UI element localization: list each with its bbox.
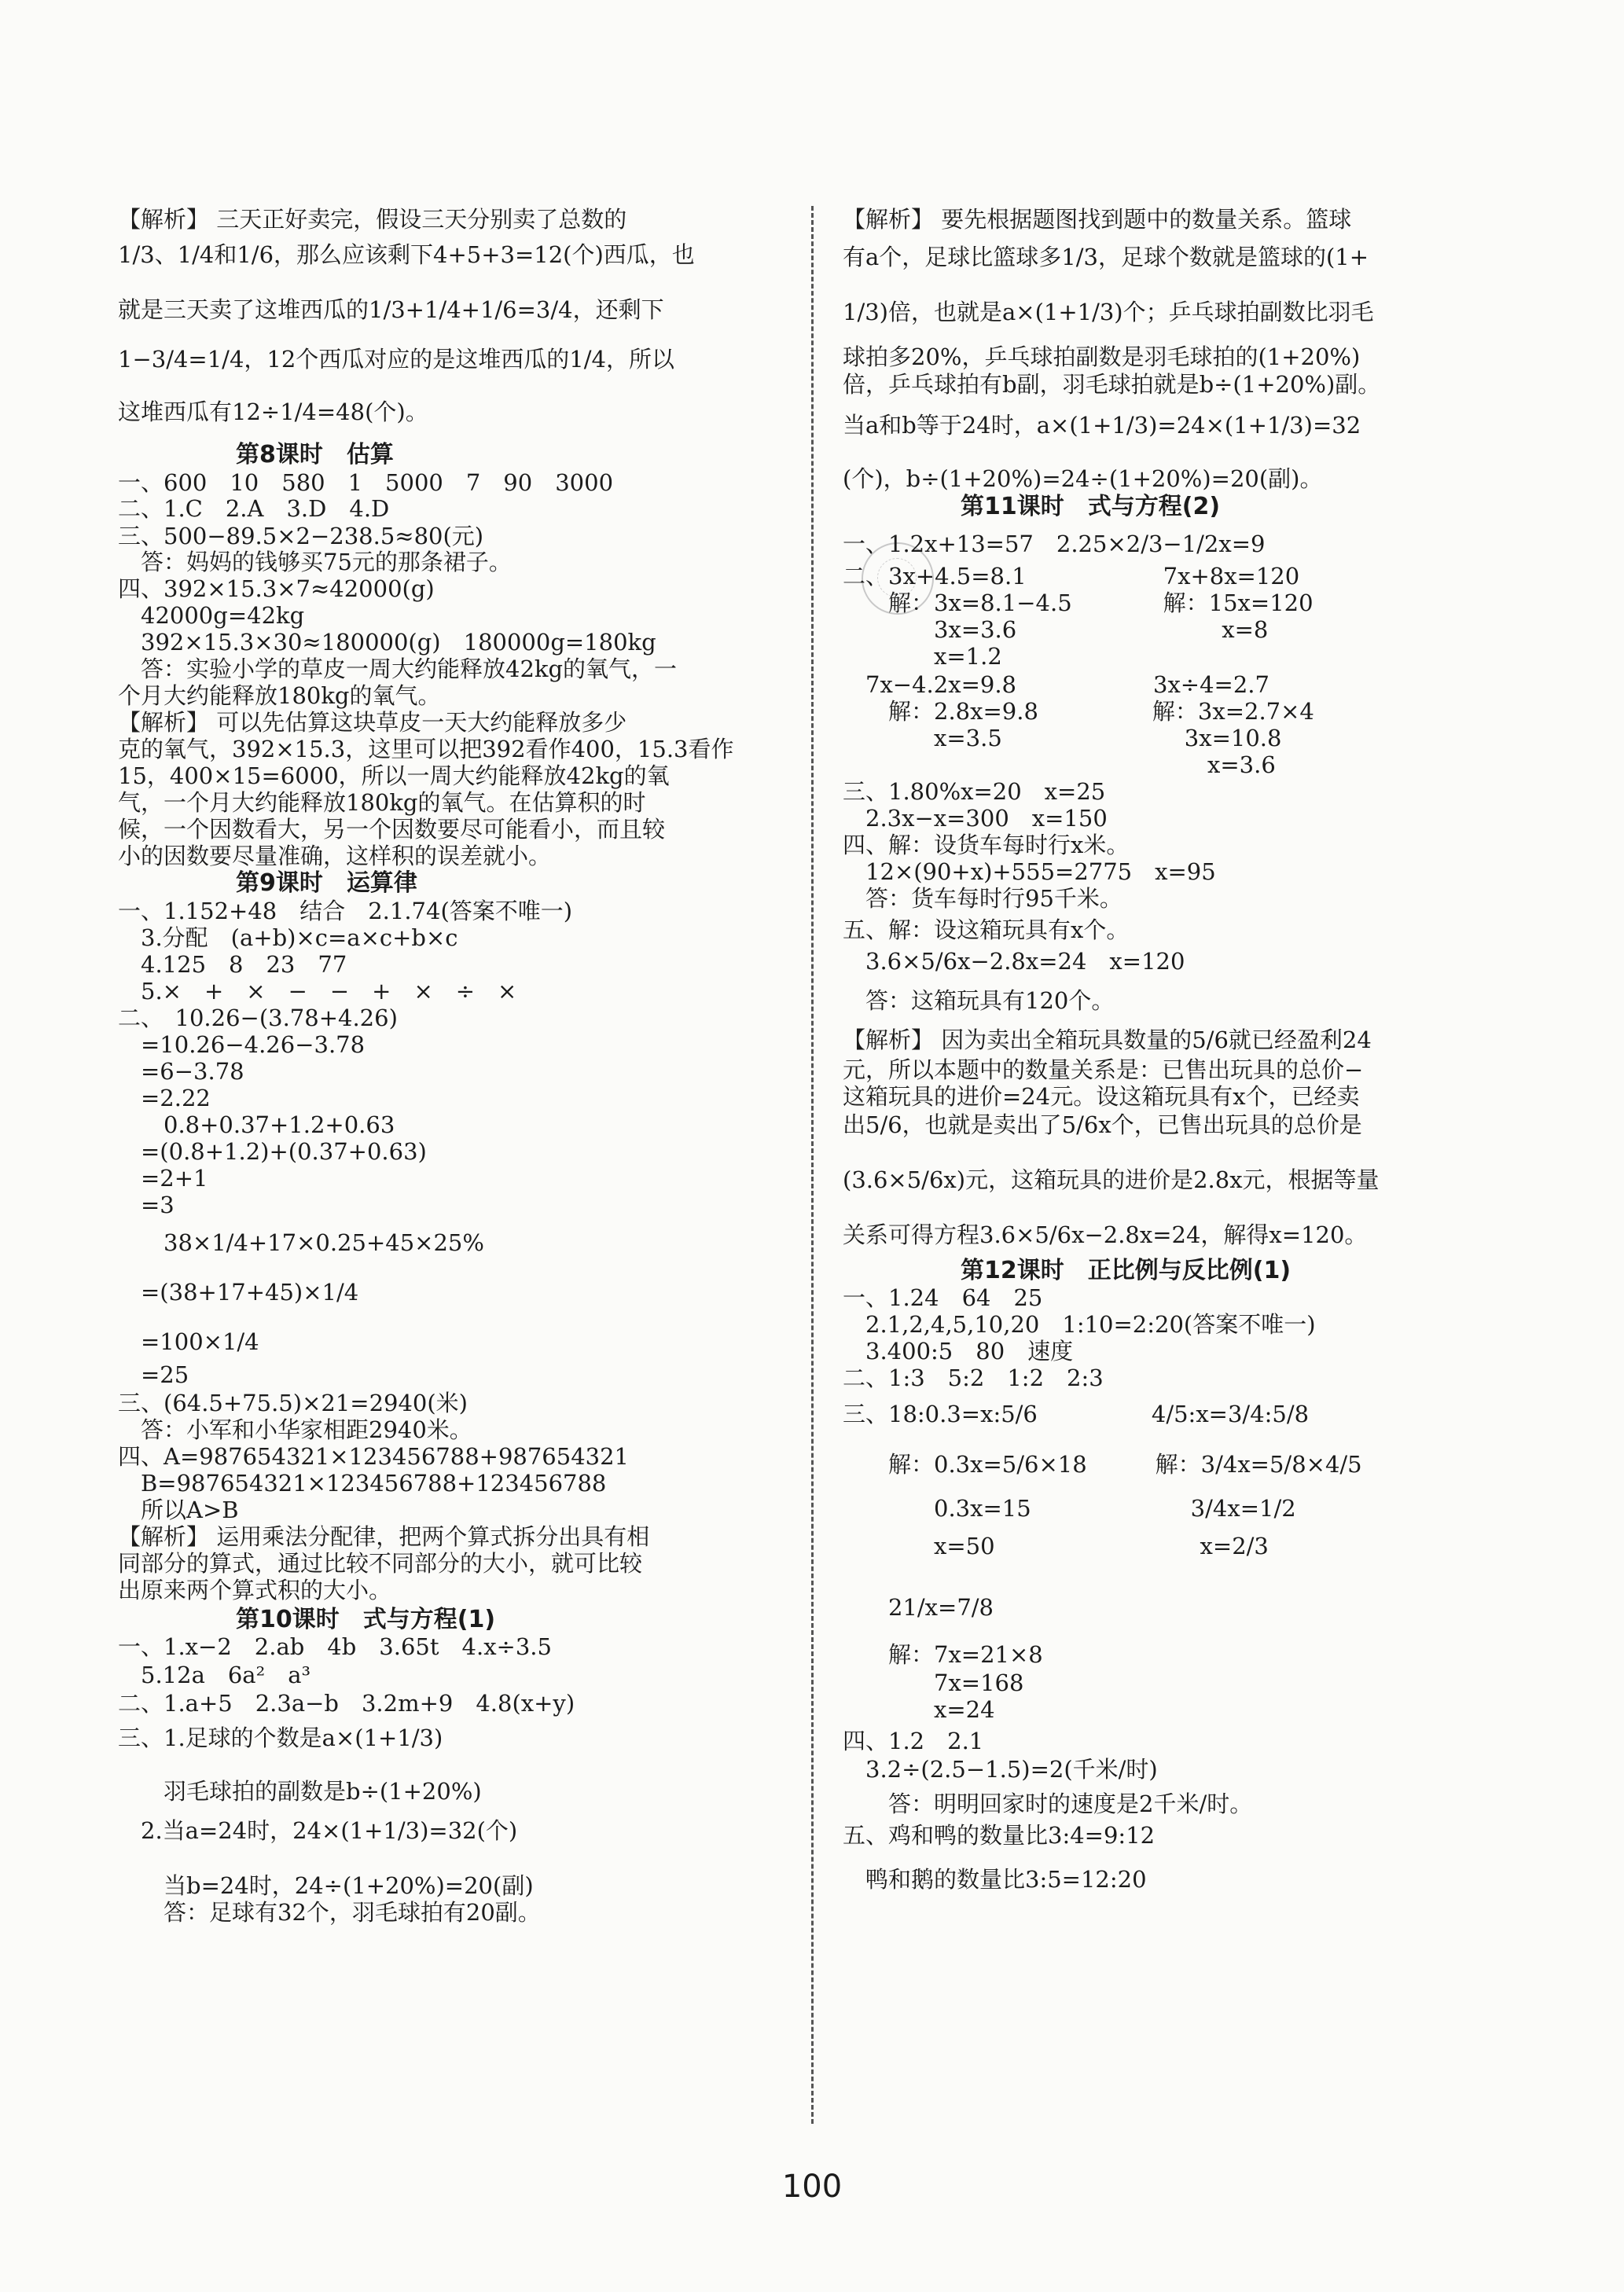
- text-line: 小的因数要尽量准确，这样积的误差就小。: [118, 843, 552, 869]
- text-line: 解：0.3x=5/6×18 解：3/4x=5/8×4/5: [843, 1451, 1362, 1478]
- page-number: 100: [781, 2169, 843, 2205]
- text-line: 答：小军和小华家相距2940米。: [118, 1416, 472, 1443]
- text-line: 0.8+0.37+1.2+0.63: [118, 1111, 395, 1138]
- text-line: 38×1/4+17×0.25+45×25%: [118, 1229, 484, 1256]
- text-line: =6−3.78: [118, 1058, 244, 1085]
- text-line: 四、解：设货车每时行x米。: [843, 832, 1130, 858]
- text-line: 二、1.a+5 2.3a−b 3.2m+9 4.8(x+y): [118, 1690, 575, 1717]
- text-line: 5.12a 6a² a³: [118, 1662, 311, 1688]
- section-heading: 第12课时 正比例与反比例(1): [961, 1257, 1291, 1284]
- text-line: x=3.6: [843, 751, 1276, 778]
- text-line: 有a个，足球比篮球多1/3，足球个数就是篮球的(1+: [843, 244, 1369, 270]
- text-line: 一、1.152+48 结合 2.1.74(答案不唯一): [118, 898, 573, 924]
- text-line: 42000g=42kg: [118, 602, 305, 629]
- text-line: x=1.2: [843, 643, 1002, 670]
- text-line: 三、(64.5+75.5)×21=2940(米): [118, 1390, 468, 1416]
- text-line: =2.22: [118, 1085, 211, 1111]
- text-line: 3.400:5 80 速度: [843, 1338, 1074, 1365]
- text-line: 当b=24时，24÷(1+20%)=20(副): [118, 1872, 534, 1899]
- text-line: 一、1.24 64 25: [843, 1284, 1043, 1311]
- text-line: 15，400×15=6000，所以一周大约能释放42kg的氧: [118, 762, 670, 789]
- text-line: 二、3x+4.5=8.1 7x+8x=120: [843, 563, 1300, 590]
- text-line: 解：2.8x=9.8 解：3x=2.7×4: [843, 698, 1314, 725]
- text-line: 2.3x−x=300 x=150: [843, 805, 1108, 832]
- text-line: 7x−4.2x=9.8 3x÷4=2.7: [843, 671, 1269, 698]
- analysis-line: 【解析】 运用乘法分配律，把两个算式拆分出具有相: [118, 1523, 650, 1550]
- text-line: 7x=168: [843, 1669, 1024, 1696]
- text-line: 这堆西瓜有12÷1/4=48(个)。: [118, 399, 428, 425]
- text-line: 同部分的算式，通过比较不同部分的大小，就可比较: [118, 1550, 643, 1577]
- text-line: =10.26−4.26−3.78: [118, 1031, 366, 1058]
- text-line: =2+1: [118, 1165, 208, 1192]
- text-line: B=987654321×123456788+123456788: [118, 1470, 607, 1497]
- text-line: 元，所以本题中的数量关系是：已售出玩具的总价−: [843, 1056, 1364, 1083]
- text-line: 答：足球有32个，羽毛球拍有20副。: [118, 1899, 541, 1926]
- text-line: 五、鸡和鸭的数量比3:4=9:12: [843, 1822, 1156, 1849]
- text-line: =(0.8+1.2)+(0.37+0.63): [118, 1138, 427, 1165]
- text-line: 四、A=987654321×123456788+987654321: [118, 1443, 630, 1470]
- text-line: 答：妈妈的钱够买75元的那条裙子。: [118, 549, 512, 575]
- text-line: 答：实验小学的草皮一周大约能释放42kg的氧气，一: [118, 656, 678, 682]
- text-line: 候，一个因数看大，另一个因数要尽可能看小，而且较: [118, 816, 666, 843]
- text-line: 1/3、1/4和1/6，那么应该剩下4+5+3=12(个)西瓜，也: [118, 241, 695, 268]
- text-line: 3x=3.6 x=8: [843, 616, 1269, 643]
- text-line: 关系可得方程3.6×5/6x−2.8x=24，解得x=120。: [843, 1221, 1368, 1248]
- text-line: 就是三天卖了这堆西瓜的1/3+1/4+1/6=3/4，还剩下: [118, 296, 664, 323]
- text-line: 三、500−89.5×2−238.5≈80(元): [118, 523, 484, 549]
- text-line: 二、 10.26−(3.78+4.26): [118, 1005, 398, 1031]
- text-line: 气，一个月大约能释放180kg的氧气。在估算积的时: [118, 789, 646, 816]
- text-line: 2.1,2,4,5,10,20 1:10=2:20(答案不唯一): [843, 1311, 1316, 1338]
- text-line: 出5/6，也就是卖出了5/6x个，已售出玩具的总价是: [843, 1111, 1362, 1138]
- text-line: =25: [118, 1361, 189, 1388]
- text-line: x=50 x=2/3: [843, 1533, 1269, 1559]
- text-line: 所以A>B: [118, 1497, 239, 1523]
- text-line: 克的氧气，392×15.3，这里可以把392看作400，15.3看作: [118, 736, 734, 762]
- column-divider: [811, 206, 814, 2124]
- text-line: 一、600 10 580 1 5000 7 90 3000: [118, 469, 614, 496]
- text-line: 一、1.x−2 2.ab 4b 3.65t 4.x÷3.5: [118, 1633, 552, 1660]
- text-line: x=3.5 3x=10.8: [843, 725, 1282, 751]
- analysis-line: 【解析】 三天正好卖完，假设三天分别卖了总数的: [118, 206, 627, 233]
- text-line: 3.6×5/6x−2.8x=24 x=120: [843, 948, 1185, 975]
- text-line: 倍，乒乓球拍有b副，羽毛球拍就是b÷(1+20%)副。: [843, 371, 1381, 398]
- text-line: 解：3x=8.1−4.5 解：15x=120: [843, 590, 1314, 616]
- text-line: 出原来两个算式积的大小。: [118, 1577, 392, 1603]
- analysis-line: 【解析】 因为卖出全箱玩具数量的5/6就已经盈利24: [843, 1027, 1372, 1053]
- text-line: 2.当a=24时，24×(1+1/3)=32(个): [118, 1817, 518, 1844]
- text-line: 0.3x=15 3/4x=1/2: [843, 1495, 1296, 1522]
- text-line: 四、1.2 2.1: [843, 1728, 984, 1754]
- text-line: 3.分配 (a+b)×c=a×c+b×c: [118, 924, 458, 951]
- text-line: 当a和b等于24时，a×(1+1/3)=24×(1+1/3)=32: [843, 412, 1361, 439]
- text-line: 鸭和鹅的数量比3:5=12:20: [843, 1866, 1147, 1893]
- text-line: 一、1.2x+13=57 2.25×2/3−1/2x=9: [843, 531, 1266, 557]
- text-line: 二、1:3 5:2 1:2 2:3: [843, 1365, 1104, 1391]
- analysis-line: 【解析】 要先根据题图找到题中的数量关系。篮球: [843, 206, 1352, 233]
- section-heading: 第8课时 估算: [236, 441, 394, 468]
- text-line: 三、1.80%x=20 x=25: [843, 778, 1106, 805]
- text-line: (3.6×5/6x)元，这箱玩具的进价是2.8x元，根据等量: [843, 1166, 1380, 1193]
- text-line: x=24: [843, 1696, 995, 1723]
- text-line: 答：这箱玩具有120个。: [843, 987, 1115, 1014]
- text-line: 个月大约能释放180kg的氧气。: [118, 682, 441, 709]
- text-line: 5.× + × − − + × ÷ ×: [118, 978, 517, 1005]
- text-line: =3: [118, 1192, 175, 1218]
- text-line: 三、18:0.3=x:5/6 4/5:x=3/4:5/8: [843, 1401, 1310, 1427]
- text-line: =100×1/4: [118, 1328, 259, 1355]
- text-line: =(38+17+45)×1/4: [118, 1279, 359, 1306]
- text-line: 三、1.足球的个数是a×(1+1/3): [118, 1725, 443, 1751]
- text-line: 1−3/4=1/4，12个西瓜对应的是这堆西瓜的1/4，所以: [118, 346, 674, 373]
- text-line: 12×(90+x)+555=2775 x=95: [843, 858, 1216, 885]
- section-heading: 第9课时 运算律: [236, 869, 417, 897]
- section-heading: 第11课时 式与方程(2): [961, 493, 1221, 520]
- text-line: 1/3)倍，也就是a×(1+1/3)个；乒乓球拍副数比羽毛: [843, 299, 1374, 325]
- section-heading: 第10课时 式与方程(1): [236, 1606, 496, 1633]
- text-line: 这箱玩具的进价=24元。设这箱玩具有x个，已经卖: [843, 1083, 1360, 1110]
- text-line: 答：明明回家时的速度是2千米/时。: [843, 1791, 1253, 1817]
- text-line: 羽毛球拍的副数是b÷(1+20%): [118, 1778, 482, 1805]
- text-line: 二、1.C 2.A 3.D 4.D: [118, 495, 390, 522]
- text-line: 4.125 8 23 77: [118, 951, 347, 978]
- text-line: 392×15.3×30≈180000(g) 180000g=180kg: [118, 629, 656, 656]
- text-line: 球拍多20%，乒乓球拍副数是羽毛球拍的(1+20%): [843, 343, 1361, 370]
- text-line: 解：7x=21×8: [843, 1641, 1043, 1668]
- text-line: (个)，b÷(1+20%)=24÷(1+20%)=20(副)。: [843, 465, 1323, 492]
- text-line: 四、392×15.3×7≈42000(g): [118, 575, 435, 602]
- text-line: 21/x=7/8: [843, 1594, 994, 1621]
- text-line: 五、解：设这箱玩具有x个。: [843, 916, 1130, 943]
- text-line: 3.2÷(2.5−1.5)=2(千米/时): [843, 1756, 1158, 1783]
- analysis-line: 【解析】 可以先估算这块草皮一天大约能释放多少: [118, 709, 627, 736]
- text-line: 答：货车每时行95千米。: [843, 885, 1122, 912]
